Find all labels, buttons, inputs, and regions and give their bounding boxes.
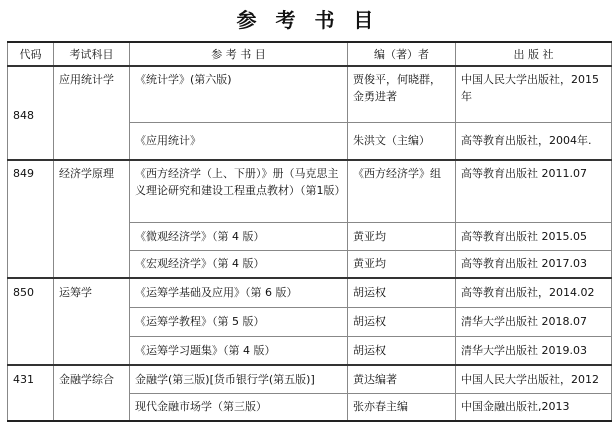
book-author: 胡运权 <box>348 307 456 336</box>
book-author: 胡运权 <box>348 278 456 307</box>
book-author: 朱洪文（主编） <box>348 122 456 160</box>
book-author: 黄亚均 <box>348 250 456 278</box>
book-title: 金融学(第三版)[货币银行学(第五版)] <box>130 365 348 393</box>
book-publisher: 清华大学出版社 2019.03 <box>456 336 612 365</box>
book-title: 《统计学》(第六版) <box>130 66 348 122</box>
book-author: 《西方经济学》组 <box>348 160 456 222</box>
header-publisher: 出 版 社 <box>456 42 612 66</box>
exam-code: 431 <box>8 365 54 421</box>
book-publisher: 中国人民大学出版社，2012 <box>456 365 612 393</box>
book-publisher: 中国金融出版社,2013 <box>456 393 612 421</box>
table-header-row <box>8 42 612 66</box>
table-row <box>8 160 612 222</box>
page-title: 参 考 书 目 <box>236 8 380 32</box>
exam-code: 849 <box>8 160 54 278</box>
book-title: 现代金融市场学（第三版） <box>130 393 348 421</box>
book-author: 张亦春主编 <box>348 393 456 421</box>
book-author: 黄达编著 <box>348 365 456 393</box>
book-title: 《运筹学习题集》（第 4 版） <box>130 336 348 365</box>
book-publisher: 高等教育出版社 2017.03 <box>456 250 612 278</box>
header-author: 编（著）者 <box>348 42 456 66</box>
header-book: 参 考 书 目 <box>130 42 348 66</box>
book-title: 《西方经济学（上、下册）》册（马克思主义理论研究和建设工程重点教材）（第1版） <box>130 160 348 222</box>
exam-subject: 应用统计学 <box>54 66 130 160</box>
book-author: 胡运权 <box>348 336 456 365</box>
book-publisher: 高等教育出版社，2004年. <box>456 122 612 160</box>
book-title: 《运筹学教程》（第 5 版） <box>130 307 348 336</box>
book-publisher: 高等教育出版社 2011.07 <box>456 160 612 222</box>
book-title: 《宏观经济学》（第 4 版） <box>130 250 348 278</box>
exam-code: 848 <box>8 66 54 160</box>
header-code: 代码 <box>8 42 54 66</box>
table-row <box>8 278 612 307</box>
exam-subject: 经济学原理 <box>54 160 130 278</box>
table-row <box>8 66 612 122</box>
book-author: 黄亚均 <box>348 222 456 250</box>
book-publisher: 高等教育出版社 2015.05 <box>456 222 612 250</box>
exam-code: 850 <box>8 278 54 365</box>
table-row <box>8 365 612 393</box>
book-publisher: 中国人民大学出版社，2015年 <box>456 66 612 122</box>
exam-subject: 运筹学 <box>54 278 130 365</box>
exam-subject: 金融学综合 <box>54 365 130 421</box>
header-subject: 考试科目 <box>54 42 130 66</box>
reference-books-table <box>7 41 612 422</box>
book-author: 贾俊平，何晓群，金勇进著 <box>348 66 456 122</box>
book-title: 《微观经济学》（第 4 版） <box>130 222 348 250</box>
book-publisher: 清华大学出版社 2018.07 <box>456 307 612 336</box>
book-publisher: 高等教育出版社，2014.02 <box>456 278 612 307</box>
book-title: 《应用统计》 <box>130 122 348 160</box>
book-title: 《运筹学基础及应用》（第 6 版） <box>130 278 348 307</box>
